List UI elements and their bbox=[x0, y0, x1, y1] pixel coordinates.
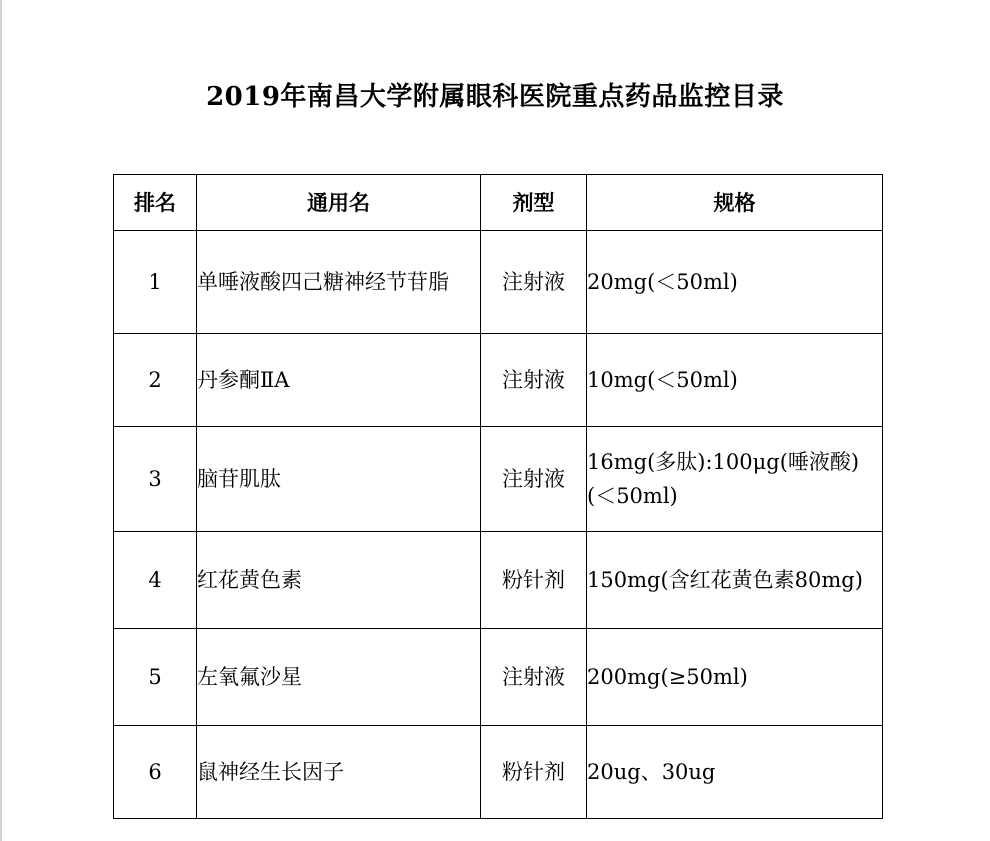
cell-name: 鼠神经生长因子 bbox=[197, 726, 481, 819]
document-title: 2019年南昌大学附属眼科医院重点药品监控目录 bbox=[206, 82, 784, 112]
cell-rank: 2 bbox=[114, 334, 197, 427]
cell-spec: 10mg(＜50ml) bbox=[587, 334, 883, 427]
header-form: 剂型 bbox=[481, 175, 587, 231]
table-header-row bbox=[114, 175, 883, 231]
cell-form: 粉针剂 bbox=[481, 726, 587, 819]
cell-form: 注射液 bbox=[481, 629, 587, 726]
cell-spec: 20ug、30ug bbox=[587, 726, 883, 819]
cell-name: 脑苷肌肽 bbox=[197, 427, 481, 532]
cell-rank: 6 bbox=[114, 726, 197, 819]
drug-monitoring-table bbox=[113, 174, 883, 819]
cell-rank: 5 bbox=[114, 629, 197, 726]
cell-form: 注射液 bbox=[481, 231, 587, 334]
cell-name: 单唾液酸四己糖神经节苷脂 bbox=[197, 231, 481, 334]
cell-spec: 20mg(＜50ml) bbox=[587, 231, 883, 334]
header-rank: 排名 bbox=[114, 175, 197, 231]
page-edge-divider bbox=[0, 0, 2, 841]
cell-spec: 16mg(多肽):100μg(唾液酸)(＜50ml) bbox=[587, 427, 883, 532]
cell-rank: 3 bbox=[114, 427, 197, 532]
cell-form: 注射液 bbox=[481, 334, 587, 427]
cell-form: 注射液 bbox=[481, 427, 587, 532]
cell-spec: 150mg(含红花黄色素80mg) bbox=[587, 532, 883, 629]
table-row bbox=[114, 629, 883, 726]
cell-name: 红花黄色素 bbox=[197, 532, 481, 629]
cell-spec: 200mg(≥50ml) bbox=[587, 629, 883, 726]
cell-rank: 1 bbox=[114, 231, 197, 334]
cell-name: 丹参酮ⅡA bbox=[197, 334, 481, 427]
table-row bbox=[114, 231, 883, 334]
header-spec: 规格 bbox=[587, 175, 883, 231]
header-name: 通用名 bbox=[197, 175, 481, 231]
cell-rank: 4 bbox=[114, 532, 197, 629]
table-row bbox=[114, 334, 883, 427]
cell-name: 左氧氟沙星 bbox=[197, 629, 481, 726]
table-row bbox=[114, 427, 883, 532]
cell-form: 粉针剂 bbox=[481, 532, 587, 629]
table-row bbox=[114, 532, 883, 629]
table-row bbox=[114, 726, 883, 819]
